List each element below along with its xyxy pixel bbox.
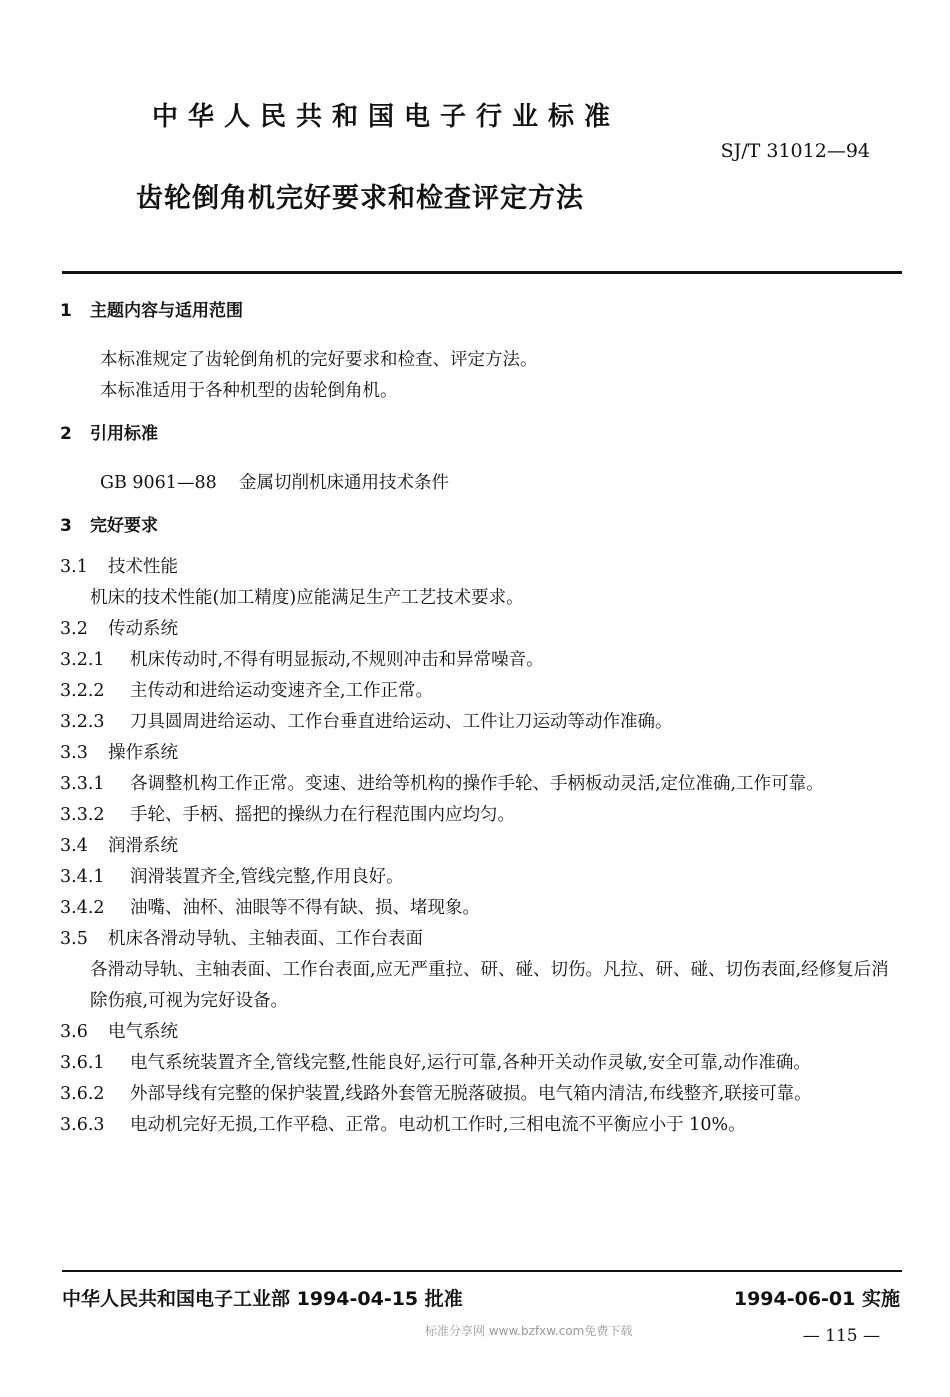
footer-divider bbox=[62, 1270, 902, 1272]
paragraph: 机床的技术性能(加工精度)应能满足生产工艺技术要求。 bbox=[90, 588, 524, 608]
clause-title: 润滑系统 bbox=[108, 836, 178, 856]
section-2-heading bbox=[60, 419, 902, 450]
section-1-heading bbox=[60, 296, 902, 327]
clause-3-2-1 bbox=[60, 645, 902, 676]
clause-3-3-1 bbox=[60, 769, 902, 800]
clause-number: 3.2.1 bbox=[60, 650, 105, 670]
clause-text: 电气系统装置齐全,管线完整,性能良好,运行可靠,各种开关动作灵敏,安全可靠,动作准确。 bbox=[130, 1053, 811, 1073]
clause-number: 3.4.2 bbox=[60, 898, 105, 918]
paragraph: 各滑动导轨、主轴表面、工作台表面,应无严重拉、研、碰、切伤。凡拉、研、碰、切伤表面,经修复后消除伤痕,可视为完好设备。 bbox=[90, 960, 889, 1011]
section-number: 3 bbox=[60, 516, 72, 536]
clause-3-2 bbox=[60, 614, 902, 645]
clause-3-2-2 bbox=[60, 676, 902, 707]
paragraph: 本标准适用于各种机型的齿轮倒角机。 bbox=[100, 381, 398, 401]
reference-entry bbox=[60, 468, 902, 499]
clause-title: 传动系统 bbox=[108, 619, 178, 639]
clause-3-6 bbox=[60, 1017, 902, 1048]
clause-3-3 bbox=[60, 738, 902, 769]
clause-title: 操作系统 bbox=[108, 743, 178, 763]
clause-number: 3.3 bbox=[60, 743, 88, 763]
effective-date: 1994-06-01 实施 bbox=[733, 1288, 900, 1310]
section-3-heading bbox=[60, 511, 902, 542]
paragraph: 本标准规定了齿轮倒角机的完好要求和检查、评定方法。 bbox=[100, 350, 538, 370]
section-title: 主题内容与适用范围 bbox=[90, 301, 243, 321]
clause-3-3-2 bbox=[60, 800, 902, 831]
clause-text: 主传动和进给运动变速齐全,工作正常。 bbox=[130, 681, 434, 701]
clause-number: 3.4 bbox=[60, 836, 88, 856]
reference-code: GB 9061—88 bbox=[100, 473, 217, 493]
clause-number: 3.2.2 bbox=[60, 681, 105, 701]
document-body bbox=[60, 296, 902, 1141]
clause-number: 3.6.3 bbox=[60, 1115, 105, 1135]
clause-text: 刀具圆周进给运动、工作台垂直进给运动、工件让刀运动等动作准确。 bbox=[130, 712, 673, 732]
clause-3-6-2 bbox=[60, 1079, 902, 1110]
clause-text: 润滑装置齐全,管线完整,作用良好。 bbox=[130, 867, 404, 887]
section-number: 2 bbox=[60, 424, 72, 444]
document-title: 齿轮倒角机完好要求和检查评定方法 bbox=[136, 183, 584, 214]
clause-3-4-2 bbox=[60, 893, 902, 924]
clause-3-2-3 bbox=[60, 707, 902, 738]
standard-type-heading: 中华人民共和国电子行业标准 bbox=[152, 102, 621, 132]
clause-3-5 bbox=[60, 924, 902, 955]
clause-3-1 bbox=[60, 552, 902, 583]
reference-title: 金属切削机床通用技术条件 bbox=[238, 473, 449, 493]
clause-title: 技术性能 bbox=[108, 557, 178, 577]
clause-3-6-3 bbox=[60, 1110, 902, 1141]
approval-line: 中华人民共和国电子工业部 1994-04-15 批准 bbox=[62, 1288, 463, 1310]
clause-number: 3.6 bbox=[60, 1022, 88, 1042]
clause-text: 手轮、手柄、摇把的操纵力在行程范围内应均匀。 bbox=[130, 805, 515, 825]
clause-text: 油嘴、油杯、油眼等不得有缺、损、堵现象。 bbox=[130, 898, 480, 918]
clause-text: 外部导线有完整的保护装置,线路外套管无脱落破损。电气箱内清洁,布线整齐,联接可靠。 bbox=[130, 1084, 812, 1104]
clause-text: 各调整机构工作正常。变速、进给等机构的操作手轮、手柄板动灵活,定位准确,工作可靠。 bbox=[130, 774, 824, 794]
clause-3-6-1 bbox=[60, 1048, 902, 1079]
clause-number: 3.2.3 bbox=[60, 712, 105, 732]
clause-number: 3.3.2 bbox=[60, 805, 105, 825]
section-number: 1 bbox=[60, 301, 72, 321]
clause-title: 机床各滑动导轨、主轴表面、工作台表面 bbox=[108, 929, 423, 949]
clause-number: 3.2 bbox=[60, 619, 88, 639]
clause-number: 3.6.2 bbox=[60, 1084, 105, 1104]
clause-number: 3.4.1 bbox=[60, 867, 105, 887]
clause-text: 电动机完好无损,工作平稳、正常。电动机工作时,三相电流不平衡应小于 10%。 bbox=[130, 1115, 746, 1135]
clause-number: 3.6.1 bbox=[60, 1053, 105, 1073]
standard-code: SJ/T 31012—94 bbox=[720, 140, 870, 162]
clause-number: 3.5 bbox=[60, 929, 88, 949]
header-divider bbox=[62, 271, 902, 274]
section-title: 完好要求 bbox=[90, 516, 158, 536]
clause-number: 3.1 bbox=[60, 557, 88, 577]
page-number: — 115 — bbox=[802, 1326, 880, 1346]
clause-3-4 bbox=[60, 831, 902, 862]
section-title: 引用标准 bbox=[90, 424, 158, 444]
clause-title: 电气系统 bbox=[108, 1022, 178, 1042]
clause-number: 3.3.1 bbox=[60, 774, 105, 794]
clause-text: 机床传动时,不得有明显振动,不规则冲击和异常噪音。 bbox=[130, 650, 544, 670]
watermark-text: 标准分享网 www.bzfxw.com免费下载 bbox=[425, 1324, 633, 1338]
clause-3-4-1 bbox=[60, 862, 902, 893]
